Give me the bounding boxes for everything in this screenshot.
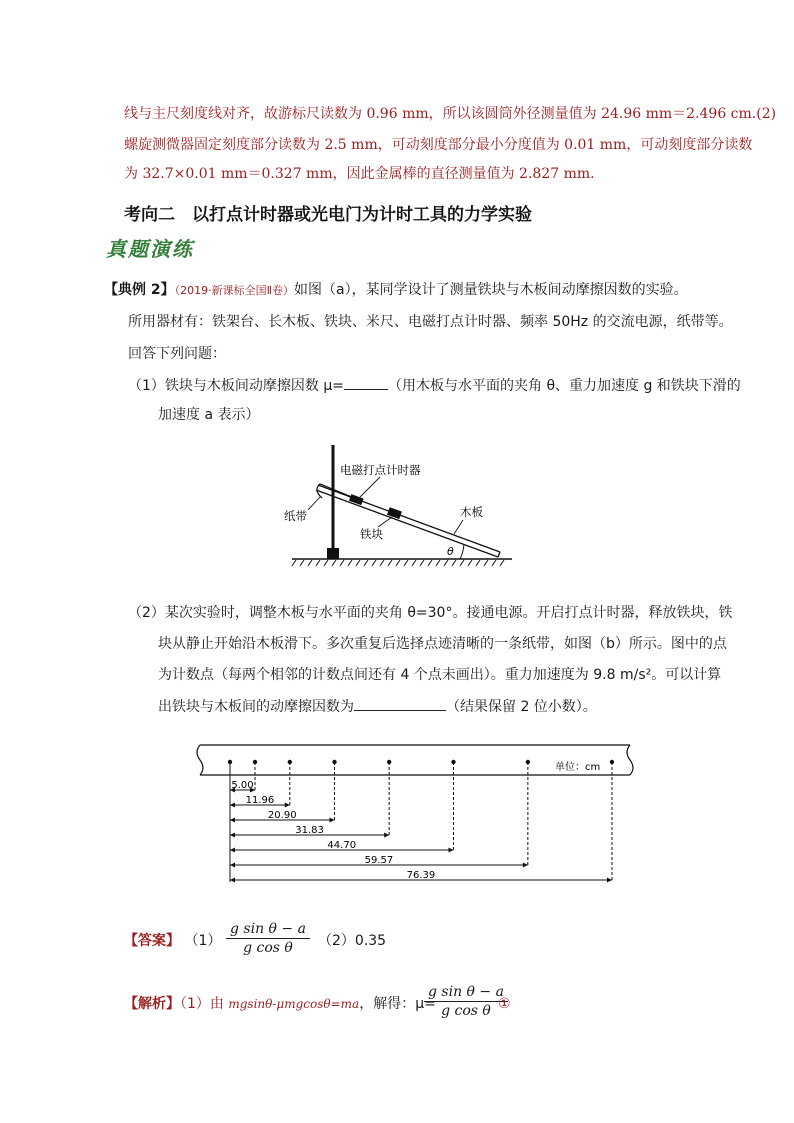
distance-label: 44.70: [327, 840, 357, 851]
ground-hatching: [292, 560, 504, 566]
analysis-fraction-denominator: g cos θ: [441, 1003, 491, 1019]
angle-label: θ: [447, 545, 454, 558]
arrowhead: [230, 863, 235, 868]
distance-label: 31.83: [295, 825, 324, 836]
answer: [124, 930, 221, 952]
continuation-line-1: 线与主尺刻度线对齐，故游标尺读数为 0.96 mm，所以该圆筒外径测量值为 24.96 mm＝2.496 cm.(2): [124, 106, 777, 122]
analysis-fraction-numerator: g sin θ − a: [424, 984, 508, 1002]
distance-label: 59.57: [364, 855, 394, 866]
distance-label: 5.00: [231, 780, 254, 791]
arrowhead: [230, 848, 235, 853]
answer-fraction-numerator: g sin θ − a: [226, 921, 310, 939]
example-intro: [104, 281, 688, 300]
tape-marks: [228, 760, 614, 883]
example-label: 【典例 2】: [104, 282, 175, 298]
answer-blank-1: [344, 376, 388, 390]
answer-part-2: （2）0.35: [318, 933, 387, 949]
angle-arc: [460, 544, 464, 559]
arrowhead: [230, 803, 235, 808]
arrowhead: [523, 863, 528, 868]
section-heading: 考向二 以打点计时器或光电门为计时工具的力学实验: [124, 205, 532, 225]
distance-label: 76.39: [406, 870, 436, 881]
example-source: （2019·新课标全国Ⅱ卷）: [174, 284, 295, 297]
answer-fraction-denominator: g cos θ: [243, 940, 293, 956]
answer-label: 【答案】: [124, 933, 180, 949]
wooden-board: [316, 490, 498, 557]
analysis-text-a: （1）由: [180, 996, 229, 1012]
arrowhead: [449, 848, 454, 853]
continuation-line-3: 为 32.7×0.01 mm＝0.327 mm，因此金属棒的直径测量值为 2.827 mm.: [124, 166, 595, 182]
timer-label: 电磁打点计时器: [340, 463, 421, 477]
arrowhead: [330, 818, 335, 823]
arrowhead: [607, 878, 612, 883]
board-leader: [454, 520, 463, 534]
analysis-equation: mgsinθ-μmgcosθ=ma: [228, 997, 360, 1011]
block-label: 铁块: [360, 527, 383, 541]
block-leader: [378, 517, 392, 527]
analysis-fraction: [424, 984, 508, 1019]
timer-leader: [360, 477, 380, 497]
arrowhead: [230, 833, 235, 838]
question-2-line-2: 块从静止开始沿木板滑下。多次重复后选择点迹清晰的一条纸带，如图（b）所示。图中的点: [158, 636, 727, 652]
distance-label: 20.90: [267, 810, 297, 821]
equation-number-marker: ①: [498, 996, 511, 1012]
question-2-line-4: [158, 697, 597, 716]
tape-label: 纸带: [284, 509, 307, 523]
tape-leader: [308, 497, 320, 510]
arrowhead: [230, 878, 235, 883]
tape-left-edge: [197, 745, 203, 775]
example-intro-line-2: 所用器材有：铁架台、长木板、铁块、米尺、电磁打点计时器、频率 50Hz 的交流电源，纸带等。: [128, 314, 733, 330]
tape-right-edge: [627, 745, 633, 775]
question-1-text-b: （用木板与水平面的夹角 θ、重力加速度 g 和铁块下滑的: [388, 378, 741, 394]
example-intro-line-1: 如图（a），某同学设计了测量铁块与木板间动摩擦因数的实验。: [294, 282, 688, 298]
figure-a-apparatus: [280, 440, 520, 570]
continuation-line-2: 螺旋测微器固定刻度部分读数为 2.5 mm，可动刻度部分最小分度值为 0.01 mm，可动刻度部分读数: [124, 137, 753, 153]
question-1: [128, 376, 741, 395]
question-1-text-a: （1）铁块与木板间动摩擦因数 μ=: [128, 378, 344, 394]
question-2-text-b: （结果保留 2 位小数）。: [446, 699, 597, 715]
question-2-line-3: 为计数点（每两个相邻的计数点间还有 4 个点未画出）。重力加速度为 9.8 m/s²。可以计算: [158, 667, 722, 683]
answer-part-1-prefix: （1）: [184, 933, 222, 949]
board-label: 木板: [460, 505, 483, 519]
arrowhead: [230, 818, 235, 823]
arrowhead: [285, 803, 290, 808]
analysis-text-b: ，解得：μ=: [359, 996, 436, 1012]
section-tag: 真题演练: [106, 237, 194, 261]
example-intro-line-3: 回答下列问题：: [128, 346, 226, 362]
analysis-label: 【解析】: [124, 996, 180, 1012]
question-1-line-2: 加速度 a 表示）: [158, 407, 260, 423]
answer-blank-2: [354, 697, 446, 711]
figure-b-paper-tape: [190, 740, 640, 885]
answer-fraction: [226, 921, 310, 956]
question-2-text-a: 出铁块与木板间的动摩擦因数为: [158, 699, 354, 715]
unit-label: 单位：cm: [555, 762, 601, 773]
analysis: [124, 995, 436, 1013]
stand-base: [327, 548, 339, 559]
arrowhead: [384, 833, 389, 838]
distance-label: 11.96: [245, 795, 275, 806]
question-2-line-1: （2）某次实验时，调整木板与水平面的夹角 θ=30°。接通电源。开启打点计时器，释放铁块，铁: [128, 605, 733, 621]
